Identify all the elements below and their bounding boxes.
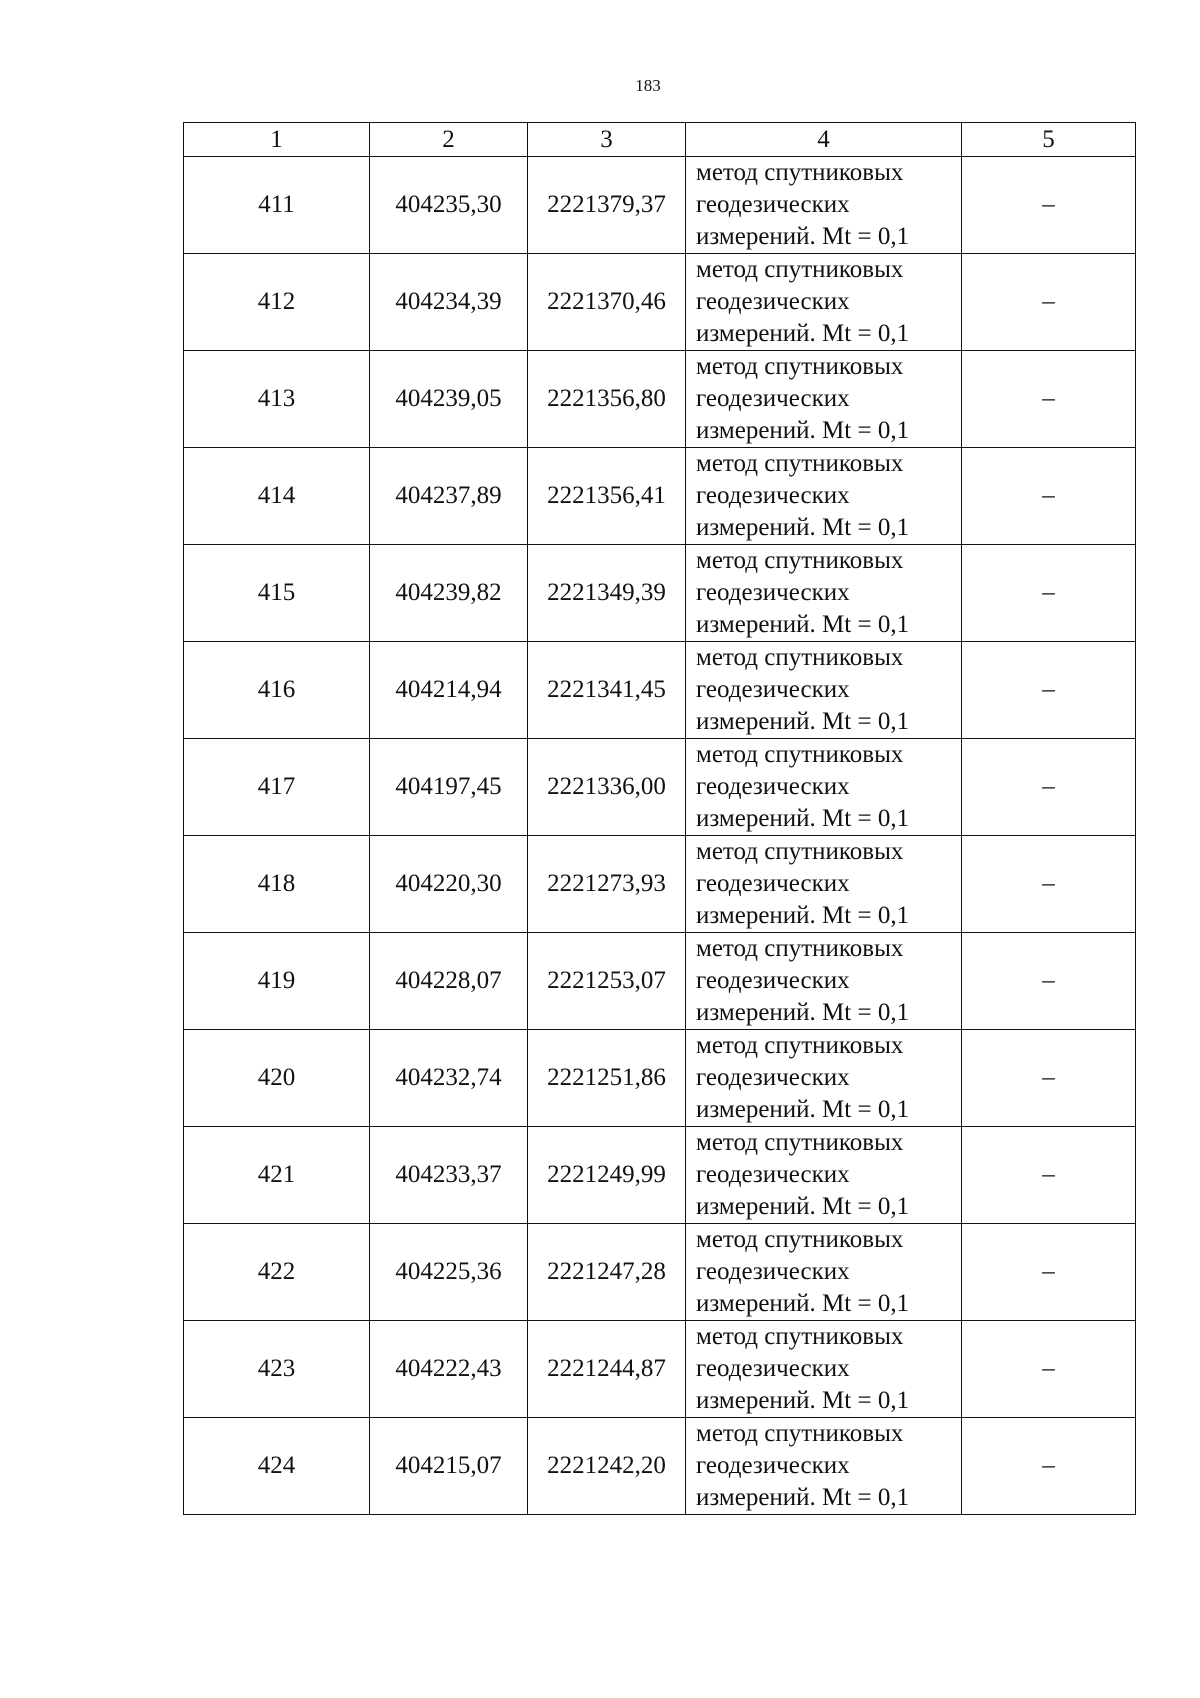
x-coordinate-cell: 404239,82 (370, 545, 528, 642)
y-coordinate-cell: 2221370,46 (528, 254, 686, 351)
y-coordinate-cell: 2221247,28 (528, 1224, 686, 1321)
method-text-line-3: измерений. Mt = 0,1 (696, 320, 910, 347)
x-coordinate-cell: 404228,07 (370, 933, 528, 1030)
method-text-line-2: геодезических (696, 1452, 850, 1479)
method-text-line-1: метод спутниковых (696, 838, 904, 865)
x-coordinate-cell: 404237,89 (370, 448, 528, 545)
method-text-line-2: геодезических (696, 288, 850, 315)
method-text-line-2: геодезических (696, 482, 850, 509)
note-cell: – (962, 1418, 1136, 1515)
method-text-line-1: метод спутниковых (696, 1032, 904, 1059)
point-cell: 422 (184, 1224, 370, 1321)
method-text-line-3: измерений. Mt = 0,1 (696, 1290, 910, 1317)
table-row (184, 739, 1136, 836)
method-cell (686, 448, 962, 545)
note-cell: – (962, 254, 1136, 351)
note-cell: – (962, 836, 1136, 933)
method-text-line-2: геодезических (696, 1161, 850, 1188)
method-text-line-1: метод спутниковых (696, 159, 904, 186)
x-coordinate-cell: 404239,05 (370, 351, 528, 448)
method-text-line-1: метод спутниковых (696, 547, 904, 574)
method-cell (686, 836, 962, 933)
method-text-line-3: измерений. Mt = 0,1 (696, 417, 910, 444)
y-coordinate-cell: 2221356,41 (528, 448, 686, 545)
point-cell: 424 (184, 1418, 370, 1515)
method-text-line-3: измерений. Mt = 0,1 (696, 999, 910, 1026)
note-cell: – (962, 1127, 1136, 1224)
method-text-line-3: измерений. Mt = 0,1 (696, 223, 910, 250)
note-cell: – (962, 157, 1136, 254)
point-cell: 414 (184, 448, 370, 545)
table-row (184, 157, 1136, 254)
header-cell-3: 3 (528, 123, 686, 157)
table-row (184, 836, 1136, 933)
coordinates-table (183, 122, 1136, 1515)
point-cell: 423 (184, 1321, 370, 1418)
y-coordinate-cell: 2221349,39 (528, 545, 686, 642)
point-cell: 418 (184, 836, 370, 933)
x-coordinate-cell: 404233,37 (370, 1127, 528, 1224)
method-text-line-1: метод спутниковых (696, 935, 904, 962)
method-text-line-3: измерений. Mt = 0,1 (696, 514, 910, 541)
y-coordinate-cell: 2221242,20 (528, 1418, 686, 1515)
method-text-line-2: геодезических (696, 385, 850, 412)
method-text-line-3: измерений. Mt = 0,1 (696, 1096, 910, 1123)
table-header-row (184, 123, 1136, 157)
method-text-line-2: геодезических (696, 1355, 850, 1382)
table-row (184, 1321, 1136, 1418)
table-row (184, 1224, 1136, 1321)
header-cell-4: 4 (686, 123, 962, 157)
table-row (184, 351, 1136, 448)
method-text-line-3: измерений. Mt = 0,1 (696, 708, 910, 735)
table-row (184, 1418, 1136, 1515)
point-cell: 417 (184, 739, 370, 836)
method-text-line-2: геодезических (696, 1064, 850, 1091)
point-cell: 413 (184, 351, 370, 448)
point-cell: 415 (184, 545, 370, 642)
note-cell: – (962, 642, 1136, 739)
y-coordinate-cell: 2221379,37 (528, 157, 686, 254)
note-cell: – (962, 1224, 1136, 1321)
x-coordinate-cell: 404235,30 (370, 157, 528, 254)
table-row (184, 642, 1136, 739)
note-cell: – (962, 448, 1136, 545)
point-cell: 412 (184, 254, 370, 351)
method-cell (686, 1030, 962, 1127)
method-text-line-2: геодезических (696, 676, 850, 703)
method-cell (686, 351, 962, 448)
y-coordinate-cell: 2221273,93 (528, 836, 686, 933)
method-cell (686, 545, 962, 642)
note-cell: – (962, 1030, 1136, 1127)
method-cell (686, 642, 962, 739)
point-cell: 420 (184, 1030, 370, 1127)
y-coordinate-cell: 2221341,45 (528, 642, 686, 739)
y-coordinate-cell: 2221249,99 (528, 1127, 686, 1224)
x-coordinate-cell: 404232,74 (370, 1030, 528, 1127)
y-coordinate-cell: 2221251,86 (528, 1030, 686, 1127)
method-cell (686, 1224, 962, 1321)
point-cell: 411 (184, 157, 370, 254)
method-text-line-2: геодезических (696, 579, 850, 606)
y-coordinate-cell: 2221356,80 (528, 351, 686, 448)
method-text-line-1: метод спутниковых (696, 1323, 904, 1350)
method-cell (686, 739, 962, 836)
method-cell (686, 1127, 962, 1224)
method-text-line-1: метод спутниковых (696, 450, 904, 477)
point-cell: 419 (184, 933, 370, 1030)
header-cell-5: 5 (962, 123, 1136, 157)
header-cell-1: 1 (184, 123, 370, 157)
method-text-line-3: измерений. Mt = 0,1 (696, 805, 910, 832)
x-coordinate-cell: 404222,43 (370, 1321, 528, 1418)
method-cell (686, 1418, 962, 1515)
x-coordinate-cell: 404214,94 (370, 642, 528, 739)
page-number: 183 (635, 76, 661, 95)
note-cell: – (962, 739, 1136, 836)
note-cell: – (962, 545, 1136, 642)
note-cell: – (962, 933, 1136, 1030)
x-coordinate-cell: 404197,45 (370, 739, 528, 836)
method-text-line-2: геодезических (696, 191, 850, 218)
table-row (184, 448, 1136, 545)
y-coordinate-cell: 2221253,07 (528, 933, 686, 1030)
y-coordinate-cell: 2221244,87 (528, 1321, 686, 1418)
method-text-line-3: измерений. Mt = 0,1 (696, 1193, 910, 1220)
method-text-line-1: метод спутниковых (696, 741, 904, 768)
point-cell: 421 (184, 1127, 370, 1224)
method-text-line-1: метод спутниковых (696, 1226, 904, 1253)
method-text-line-3: измерений. Mt = 0,1 (696, 1387, 910, 1414)
method-cell (686, 933, 962, 1030)
x-coordinate-cell: 404215,07 (370, 1418, 528, 1515)
table-row (184, 545, 1136, 642)
method-text-line-2: геодезических (696, 773, 850, 800)
table-row (184, 1030, 1136, 1127)
method-text-line-1: метод спутниковых (696, 256, 904, 283)
point-cell: 416 (184, 642, 370, 739)
header-cell-2: 2 (370, 123, 528, 157)
method-cell (686, 254, 962, 351)
x-coordinate-cell: 404220,30 (370, 836, 528, 933)
table-row (184, 1127, 1136, 1224)
x-coordinate-cell: 404234,39 (370, 254, 528, 351)
method-text-line-1: метод спутниковых (696, 353, 904, 380)
method-cell (686, 157, 962, 254)
x-coordinate-cell: 404225,36 (370, 1224, 528, 1321)
method-text-line-2: геодезических (696, 870, 850, 897)
table-row (184, 933, 1136, 1030)
method-text-line-1: метод спутниковых (696, 1129, 904, 1156)
method-cell (686, 1321, 962, 1418)
method-text-line-3: измерений. Mt = 0,1 (696, 1484, 910, 1511)
method-text-line-1: метод спутниковых (696, 1420, 904, 1447)
note-cell: – (962, 351, 1136, 448)
method-text-line-3: измерений. Mt = 0,1 (696, 902, 910, 929)
table-row (184, 254, 1136, 351)
method-text-line-1: метод спутниковых (696, 644, 904, 671)
note-cell: – (962, 1321, 1136, 1418)
method-text-line-2: геодезических (696, 1258, 850, 1285)
y-coordinate-cell: 2221336,00 (528, 739, 686, 836)
method-text-line-2: геодезических (696, 967, 850, 994)
method-text-line-3: измерений. Mt = 0,1 (696, 611, 910, 638)
